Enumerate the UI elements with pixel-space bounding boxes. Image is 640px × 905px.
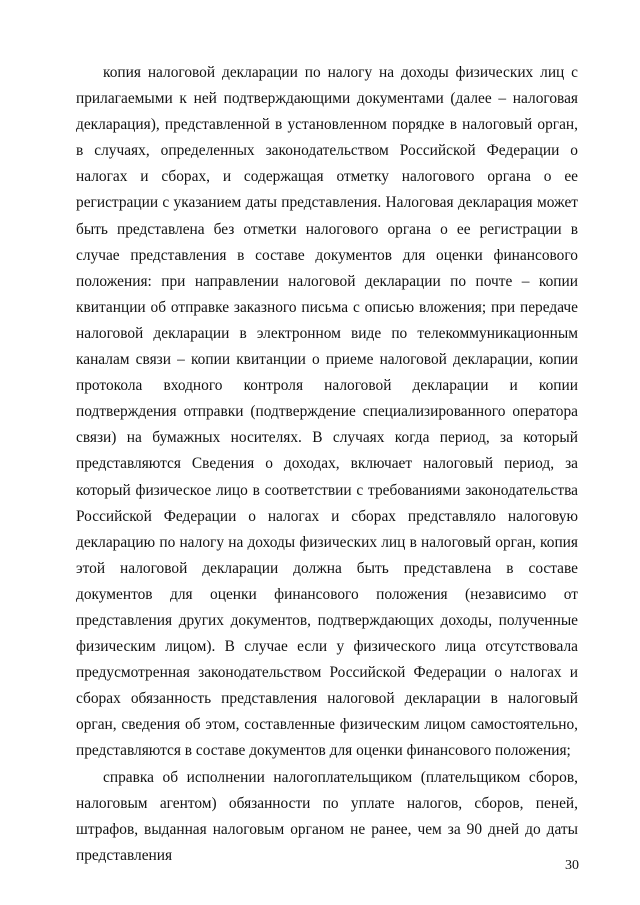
paragraph-tax-declaration-copy: копия налоговой декларации по налогу на доходы физических лиц с прилагаемыми к ней подтверждающими документами (далее – налоговая декларация), представленной в установленном порядке в налоговый орган, в случаях, определенных законодательством Российской Федерации о налогах и сборах, и содержащая отметку налогового органа о ее регистрации с указанием даты представления. Налоговая декларация может быть представлена без отметки налогового органа о ее регистрации в случае представления в составе документов для оценки финансового положения: при направлении налоговой декларации по почте – копии квитанции об отправке заказного письма с описью вложения; при передаче налоговой декларации в электронном виде по телекоммуникационным каналам связи – копии квитанции о приеме налоговой декларации, копии протокола входного контроля налоговой декларации и копии подтверждения отправки (подтверждение специализированного оператора связи) на бумажных носителях. В случаях когда период, за который представляются Сведения о доходах, включает налоговый период, за который физическое лицо в соответствии с требованиями законодательства Российской Федерации о налогах и сборах представляло налоговую декларацию по налогу на доходы физических лиц в налоговый орган, копия этой налоговой декларации должна быть представлена в составе документов для оценки финансового положения (независимо от представления других документов, подтверждающих доходы, полученные физическим лицом). В случае если у физического лица отсутствовала предусмотренная законодательством Российской Федерации о налогах и сборах обязанность представления налоговой декларации в налоговый орган, сведения об этом, составленные физическим лицом самостоятельно, представляются в составе документов для оценки финансового положения;: [76, 64, 578, 760]
page-number: 30: [565, 858, 579, 873]
paragraph-tax-payment-certificate: справка об исполнении налогоплательщиком (плательщиком сборов, налоговым агентом) обязанности по уплате налогов, сборов, пеней, штрафов, выданная налоговым органом не ранее, чем за 90 дней до даты представления: [76, 768, 578, 864]
document-body: [76, 60, 578, 869]
